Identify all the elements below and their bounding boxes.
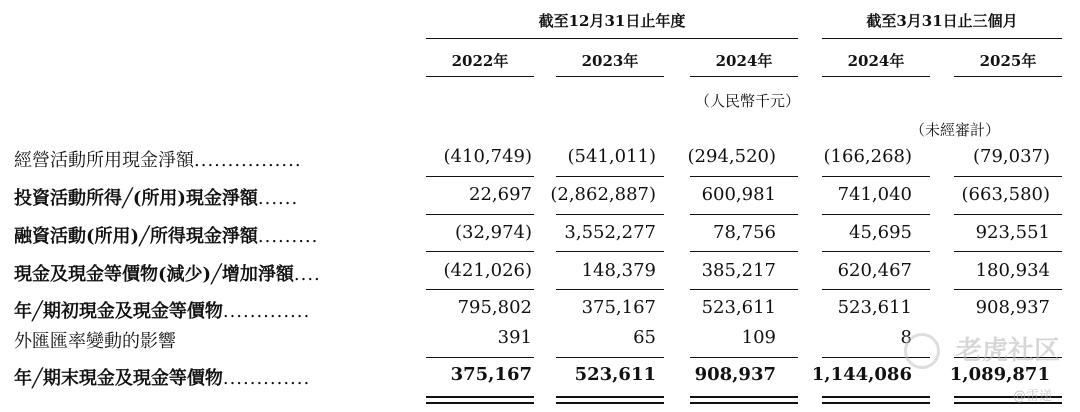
row-7-value-1: 375,167 bbox=[450, 364, 532, 385]
group-header-three-months-rule bbox=[822, 38, 1062, 39]
group-header-full-year: 截至12月31日止年度 bbox=[538, 12, 686, 30]
row-2-value-2: (2,862,887) bbox=[550, 184, 656, 205]
row-7-value-4: 1,144,086 bbox=[811, 364, 912, 385]
row-3-rule-4 bbox=[822, 251, 930, 252]
row-label-5-leader: ............. bbox=[222, 301, 311, 322]
year-header-2: 2023年 bbox=[581, 52, 639, 70]
row-3-rule-3 bbox=[690, 251, 798, 252]
year-header-3-rule bbox=[690, 76, 798, 77]
group-header-three-months: 截至3月31日止三個月 bbox=[866, 12, 1018, 30]
row-3-value-2: 3,552,277 bbox=[564, 222, 656, 243]
row-4-rule-5 bbox=[954, 289, 1062, 290]
year-header-1: 2022年 bbox=[451, 52, 509, 70]
row-label-2 bbox=[14, 184, 298, 210]
total-double-rule-4 bbox=[822, 396, 930, 404]
row-4-rule-3 bbox=[690, 289, 798, 290]
row-2-rule-2 bbox=[556, 214, 664, 215]
row-1-value-5: (79,037) bbox=[972, 146, 1050, 167]
row-1-value-3: (294,520) bbox=[687, 146, 776, 167]
row-2-rule-3 bbox=[690, 214, 798, 215]
row-2-value-5: (663,580) bbox=[961, 184, 1050, 205]
row-label-7-leader: ............. bbox=[222, 368, 311, 389]
row-4-rule-1 bbox=[426, 289, 534, 290]
row-label-6-text: 外匯匯率變動的影響 bbox=[14, 331, 176, 352]
row-1-rule-5 bbox=[954, 176, 1062, 177]
row-label-4-text: 現金及現金等價物(減少)╱增加淨額 bbox=[14, 264, 294, 285]
row-5-value-5: 908,937 bbox=[975, 297, 1050, 318]
row-label-3-leader: ......... bbox=[257, 226, 319, 247]
unit-note: （人民幣千元） bbox=[694, 92, 800, 110]
row-4-value-5: 180,934 bbox=[975, 260, 1050, 281]
row-label-5-text: 年╱期初現金及現金等價物 bbox=[14, 301, 223, 322]
row-7-value-3: 908,937 bbox=[694, 364, 776, 385]
year-header-1-rule bbox=[426, 76, 534, 77]
row-3-rule-2 bbox=[556, 251, 664, 252]
row-5-value-1: 795,802 bbox=[457, 297, 532, 318]
row-label-7 bbox=[14, 364, 310, 390]
row-6-value-3: 109 bbox=[741, 327, 776, 348]
watermark-main: 老虎社区 bbox=[955, 336, 1060, 366]
row-5-value-3: 523,611 bbox=[701, 297, 776, 318]
row-1-rule-4 bbox=[822, 176, 930, 177]
row-label-3 bbox=[14, 222, 318, 248]
group-header-full-year-rule bbox=[426, 38, 798, 39]
row-label-5 bbox=[14, 297, 310, 323]
row-3-value-3: 78,756 bbox=[713, 222, 776, 243]
row-3-rule-1 bbox=[426, 251, 534, 252]
row-1-value-1: (410,749) bbox=[443, 146, 532, 167]
row-6-rule-2 bbox=[556, 357, 664, 358]
year-header-4-rule bbox=[822, 76, 930, 77]
year-header-3: 2024年 bbox=[715, 52, 773, 70]
row-6-rule-1 bbox=[426, 357, 534, 358]
total-double-rule-1 bbox=[426, 396, 534, 404]
year-header-5-rule bbox=[954, 76, 1062, 77]
row-3-value-4: 45,695 bbox=[849, 222, 912, 243]
row-label-6 bbox=[14, 327, 176, 353]
row-6-value-4: 8 bbox=[900, 327, 912, 348]
row-2-rule-4 bbox=[822, 214, 930, 215]
row-6-value-1: 391 bbox=[497, 327, 532, 348]
row-3-value-5: 923,551 bbox=[975, 222, 1050, 243]
row-label-1-leader: ................ bbox=[194, 150, 302, 171]
row-label-4-leader: .... bbox=[293, 264, 321, 285]
row-label-3-text: 融資活動(所用)╱所得現金淨額 bbox=[14, 226, 258, 247]
row-7-value-5: 1,089,871 bbox=[949, 364, 1050, 385]
row-4-rule-4 bbox=[822, 289, 930, 290]
row-1-rule-1 bbox=[426, 176, 534, 177]
row-1-value-2: (541,011) bbox=[567, 146, 656, 167]
row-1-rule-3 bbox=[690, 176, 798, 177]
row-7-value-2: 523,611 bbox=[574, 364, 656, 385]
row-label-1-text: 經營活動所用現金淨額 bbox=[14, 150, 194, 171]
row-label-4 bbox=[14, 260, 321, 286]
row-5-value-4: 523,611 bbox=[837, 297, 912, 318]
row-2-value-3: 600,981 bbox=[701, 184, 776, 205]
row-2-rule-1 bbox=[426, 214, 534, 215]
row-2-rule-5 bbox=[954, 214, 1062, 215]
row-1-rule-2 bbox=[556, 176, 664, 177]
year-header-4: 2024年 bbox=[847, 52, 905, 70]
row-3-rule-5 bbox=[954, 251, 1062, 252]
watermark-sub: @雷递 bbox=[1012, 389, 1052, 404]
row-4-value-3: 385,217 bbox=[701, 260, 776, 281]
row-6-rule-3 bbox=[690, 357, 798, 358]
unaudited-note: （未經審計） bbox=[909, 121, 1000, 139]
year-header-5: 2025年 bbox=[979, 52, 1037, 70]
total-double-rule-3 bbox=[690, 396, 798, 404]
total-double-rule-2 bbox=[556, 396, 664, 404]
row-label-1 bbox=[14, 146, 302, 172]
row-label-7-text: 年╱期末現金及現金等價物 bbox=[14, 368, 223, 389]
row-4-rule-2 bbox=[556, 289, 664, 290]
row-4-value-1: (421,026) bbox=[443, 260, 532, 281]
row-4-value-4: 620,467 bbox=[837, 260, 912, 281]
row-label-2-text: 投資活動所得╱(所用)現金淨額 bbox=[14, 188, 258, 209]
row-6-value-2: 65 bbox=[633, 327, 656, 348]
row-5-value-2: 375,167 bbox=[581, 297, 656, 318]
row-2-value-1: 22,697 bbox=[469, 184, 532, 205]
row-4-value-2: 148,379 bbox=[581, 260, 656, 281]
row-3-value-1: (32,974) bbox=[454, 222, 532, 243]
row-2-value-4: 741,040 bbox=[837, 184, 912, 205]
row-1-value-4: (166,268) bbox=[823, 146, 912, 167]
watermark-logo-icon bbox=[904, 333, 940, 369]
row-label-2-leader: ...... bbox=[257, 188, 299, 209]
year-header-2-rule bbox=[556, 76, 664, 77]
